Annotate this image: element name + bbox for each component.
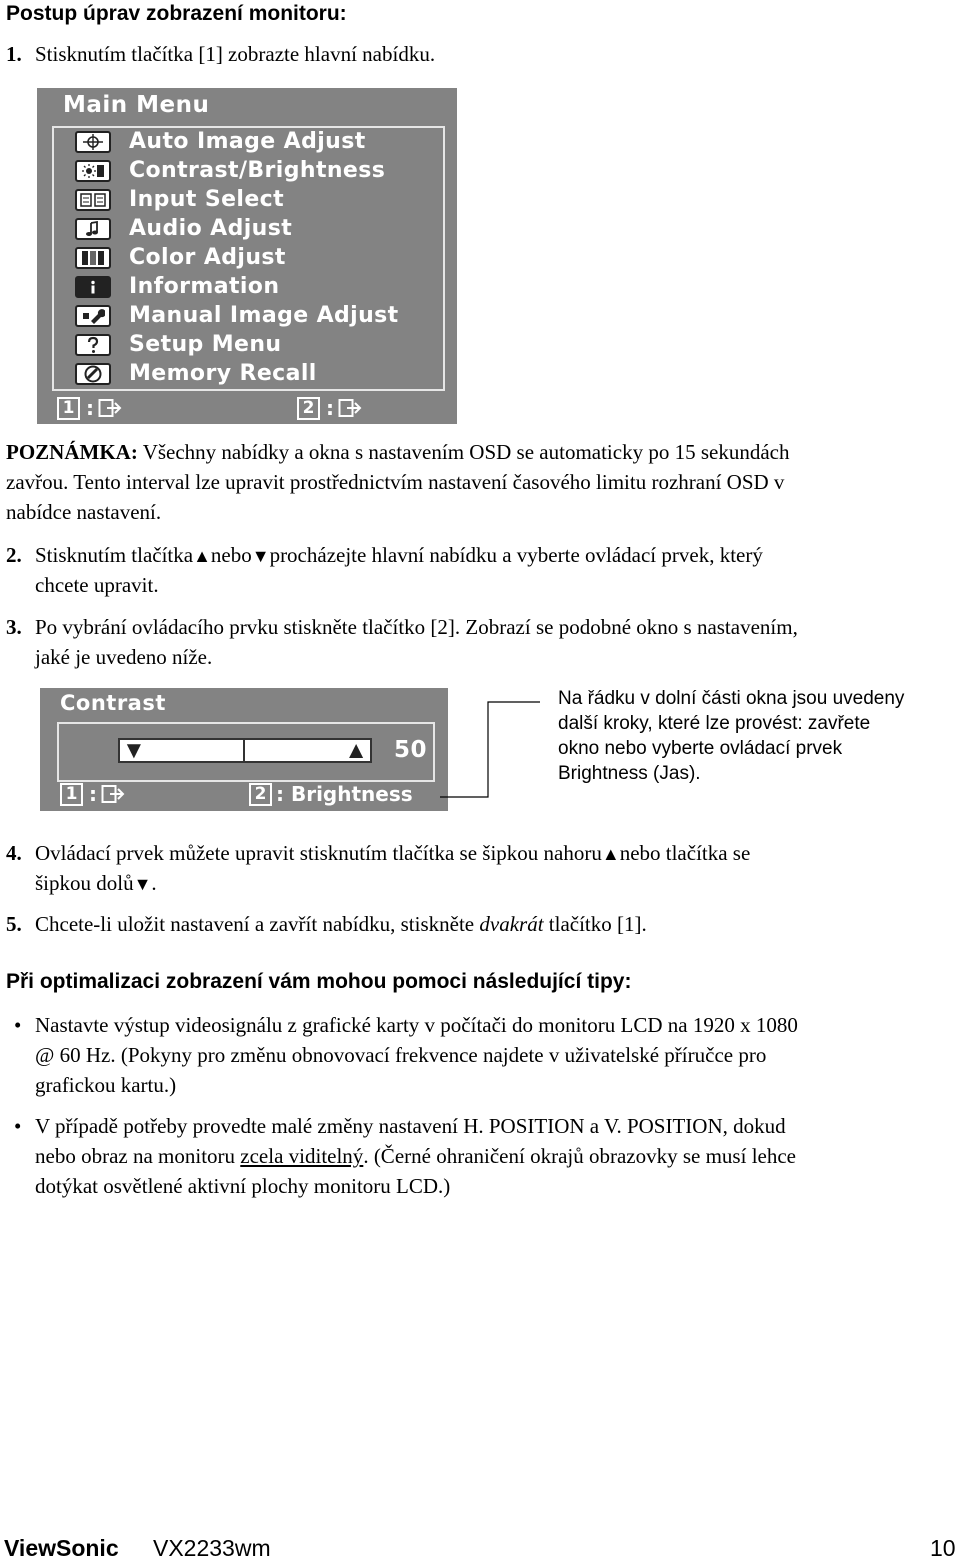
key-2-box: 2 bbox=[297, 397, 320, 420]
note-line-2: zavřou. Tento interval lze upravit prostřednictvím nastavení časového limitu rozhraní OSD v bbox=[6, 470, 785, 494]
key-1-box: 1 bbox=[60, 783, 83, 806]
step-number: 1. bbox=[6, 42, 22, 66]
contrast-value: 50 bbox=[394, 737, 428, 763]
bullet-dot: • bbox=[14, 1114, 22, 1138]
bullet-line: dotýkat osvětlené aktivní plochy monitoru LCD.) bbox=[35, 1174, 451, 1198]
step-text: Po vybrání ovládacího prvku stiskněte tlačítko [2]. Zobrazí se podobné okno s nastavením, bbox=[35, 615, 798, 639]
bullet-line: V případě potřeby provedte malé změny nastavení H. POSITION a V. POSITION, dokud bbox=[35, 1114, 786, 1138]
menu-item-label: Input Select bbox=[129, 187, 285, 212]
up-arrow-icon: ▲ bbox=[193, 546, 211, 566]
menu-item-auto-image-adjust[interactable] bbox=[75, 127, 366, 156]
step-3 bbox=[6, 612, 956, 642]
callout-connector bbox=[440, 700, 560, 800]
exit-arrow-icon bbox=[101, 784, 125, 804]
music-note-icon bbox=[75, 218, 111, 240]
footer-page-number: 10 bbox=[930, 1535, 956, 1559]
sun-icon bbox=[75, 160, 111, 182]
menu-item-setup-menu[interactable] bbox=[75, 330, 282, 359]
menu-item-label: Memory Recall bbox=[129, 361, 317, 386]
menu-item-input-select[interactable] bbox=[75, 185, 284, 214]
main-menu-osd bbox=[37, 88, 457, 424]
step-2-line-2: chcete upravit. bbox=[35, 573, 159, 597]
brightness-label: : Brightness bbox=[276, 782, 413, 806]
menu-item-label: Setup Menu bbox=[129, 332, 282, 357]
step-text: . bbox=[151, 871, 157, 895]
bullet-text: . (Černé ohraničení okrajů obrazovky se musí lehce bbox=[363, 1144, 796, 1168]
step-number: 2. bbox=[6, 543, 22, 567]
enter-arrow-icon bbox=[338, 398, 362, 418]
contrast-slider[interactable] bbox=[118, 738, 372, 763]
bullet-line bbox=[14, 1141, 954, 1171]
callout-line-4: Brightness (Jas). bbox=[558, 763, 701, 784]
note-label: POZNÁMKA: bbox=[6, 440, 138, 464]
bullet-item-2 bbox=[14, 1111, 954, 1201]
menu-item-information[interactable] bbox=[75, 272, 279, 301]
recall-icon bbox=[75, 363, 111, 385]
note-text: Všechny nabídky a okna s nastavením OSD se automaticky po 15 sekundách bbox=[137, 440, 790, 464]
key-2-select bbox=[297, 396, 362, 420]
step-number: 4. bbox=[6, 841, 22, 865]
contrast-title: Contrast bbox=[60, 691, 166, 715]
step-text: nebo tlačítka se bbox=[619, 841, 751, 865]
step-number: 3. bbox=[6, 615, 22, 639]
step-4 bbox=[6, 838, 956, 869]
tips-heading: Při optimalizaci zobrazení vám mohou pomoci následující tipy: bbox=[6, 970, 632, 993]
key-1-exit bbox=[60, 782, 125, 806]
page-heading: Postup úprav zobrazení monitoru: bbox=[6, 2, 347, 25]
menu-item-label: Auto Image Adjust bbox=[129, 129, 366, 154]
menu-item-label: Contrast/Brightness bbox=[129, 158, 386, 183]
step-text: procházejte hlavní nabídku a vyberte ovládací prvek, který bbox=[269, 543, 763, 567]
step-text: šipkou dolů bbox=[35, 871, 134, 895]
wrench-icon bbox=[75, 305, 111, 327]
step-text: Stisknutím tlačítka bbox=[35, 543, 194, 567]
bullet-text: nebo obraz na monitoru bbox=[35, 1144, 241, 1168]
callout-line-2: další kroky, které lze provést: zavřete bbox=[558, 713, 871, 734]
emphasis-text: dvakrát bbox=[479, 912, 544, 936]
menu-item-label: Audio Adjust bbox=[129, 216, 293, 241]
step-text: Stisknutím tlačítka [1] zobrazte hlavní nabídku. bbox=[35, 42, 436, 66]
menu-item-label: Manual Image Adjust bbox=[129, 303, 399, 328]
note-line-1 bbox=[6, 437, 956, 467]
menu-item-contrast-brightness[interactable] bbox=[75, 156, 385, 185]
step-number: 5. bbox=[6, 912, 22, 936]
step-1 bbox=[6, 39, 956, 69]
bullet-line: @ 60 Hz. (Pokyny pro změnu obnovovací frekvence najdete v uživatelské příručce pro bbox=[35, 1043, 767, 1067]
input-icon bbox=[75, 189, 111, 211]
key-2-box: 2 bbox=[249, 783, 272, 806]
callout-line-1: Na řádku v dolní části okna jsou uvedeny bbox=[558, 688, 905, 709]
bullet-line: grafickou kartu.) bbox=[35, 1073, 177, 1097]
bullet-item-1 bbox=[14, 1010, 954, 1100]
contrast-osd bbox=[40, 688, 448, 811]
step-text: tlačítko [1]. bbox=[543, 912, 647, 936]
info-icon bbox=[75, 276, 111, 298]
down-arrow-icon: ▼ bbox=[251, 546, 270, 566]
down-arrow-icon: ▼ bbox=[133, 874, 152, 894]
exit-arrow-icon bbox=[98, 398, 122, 418]
menu-item-audio-adjust[interactable] bbox=[75, 214, 292, 243]
slider-down-arrow-icon[interactable]: ▼ bbox=[122, 737, 146, 764]
step-text: nebo bbox=[210, 543, 252, 567]
step-2 bbox=[6, 540, 956, 571]
menu-item-label: Color Adjust bbox=[129, 245, 286, 270]
bullet-line: Nastavte výstup videosignálu z grafické karty v počítači do monitoru LCD na 1920 x 1080 bbox=[35, 1013, 798, 1037]
menu-item-manual-image-adjust[interactable] bbox=[75, 301, 399, 330]
crosshair-icon bbox=[75, 131, 111, 153]
question-icon bbox=[75, 334, 111, 356]
step-4-line-2 bbox=[35, 868, 157, 899]
slider-up-arrow-icon[interactable]: ▲ bbox=[344, 737, 368, 764]
key-2-brightness bbox=[249, 782, 413, 806]
color-bars-icon bbox=[75, 247, 111, 269]
step-5 bbox=[6, 909, 956, 939]
main-menu-title: Main Menu bbox=[63, 92, 210, 118]
key-1-box: 1 bbox=[57, 397, 80, 420]
step-text: Chcete-li uložit nastavení a zavřít nabídku, stiskněte bbox=[35, 912, 480, 936]
key-colon: : bbox=[326, 396, 334, 420]
footer-brand: ViewSonic bbox=[4, 1535, 119, 1559]
menu-item-memory-recall[interactable] bbox=[75, 359, 317, 388]
step-text: Ovládací prvek můžete upravit stisknutím tlačítka se šipkou nahoru bbox=[35, 841, 602, 865]
step-3-line-2: jaké je uvedeno níže. bbox=[35, 645, 213, 669]
menu-item-label: Information bbox=[129, 274, 280, 299]
key-1-exit bbox=[57, 396, 122, 420]
footer-model: VX2233wm bbox=[153, 1535, 271, 1559]
callout-line-3: okno nebo vyberte ovládací prvek bbox=[558, 738, 843, 759]
bullet-dot: • bbox=[14, 1013, 22, 1037]
underlined-text: zcela viditelný bbox=[240, 1144, 364, 1168]
note-line-3: nabídce nastavení. bbox=[6, 500, 162, 524]
menu-item-color-adjust[interactable] bbox=[75, 243, 286, 272]
key-colon: : bbox=[86, 396, 94, 420]
key-colon: : bbox=[89, 782, 97, 806]
up-arrow-icon: ▲ bbox=[601, 844, 620, 864]
